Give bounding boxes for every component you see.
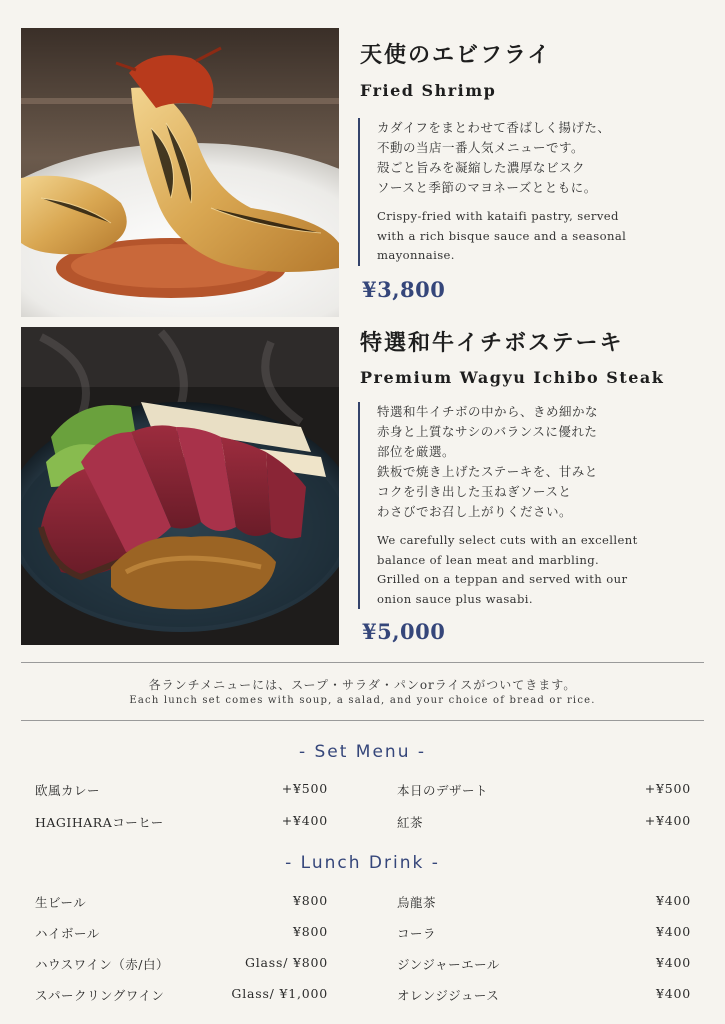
- wagyu-steak-desc-en: We carefully select cuts with an excellent balance of lean meat and marbling. Grilled on a teppan and served with our onion sauce plus wasabi.: [377, 533, 638, 606]
- drink-item-name: 生ビール: [35, 895, 87, 910]
- lunch-set-note-en: Each lunch set comes with soup, a salad, and your choice of bread or rice.: [129, 695, 596, 706]
- drink-item-price: Glass/ ¥1,000: [231, 986, 328, 1001]
- set-menu-item-name: 欧風カレー: [35, 783, 101, 798]
- drink-item-name: ジンジャーエール: [397, 957, 500, 972]
- set-menu-item: [397, 781, 691, 801]
- drink-item-price: ¥400: [655, 955, 691, 970]
- fried-shrimp-desc-jp: カダイフをまとわせて香ばしく揚げた、 不動の当店一番人気メニューです。 殻ごと旨みを凝縮した濃厚なビスク ソースと季節のマヨネーズとともに。: [377, 120, 611, 195]
- set-menu-item-name: HAGIHARAコーヒー: [35, 815, 164, 830]
- wagyu-steak-photo: [21, 327, 339, 645]
- drink-item: [397, 986, 691, 1006]
- fried-shrimp-title-jp: 天使のエビフライ: [360, 42, 552, 68]
- fried-shrimp-photo: [21, 28, 339, 317]
- lunch-set-note-jp: 各ランチメニューには、スープ・サラダ・パンorライスがついてきます。: [148, 678, 577, 692]
- drink-item: [35, 955, 328, 975]
- fried-shrimp-title-en: Fried Shrimp: [360, 81, 497, 100]
- drink-item: [35, 893, 328, 913]
- divider-bottom: [21, 720, 704, 721]
- wagyu-steak-desc-jp: 特選和牛イチボの中から、きめ細かな 赤身と上質なサシのバランスに優れた 部位を厳選。 鉄板で焼き上げたステーキを、甘みと コクを引き出した玉ねぎソースと わさびでお召し上がりください。: [377, 404, 599, 519]
- drink-item-price: ¥400: [655, 893, 691, 908]
- fried-shrimp-desc-en: Crispy-fried with kataifi pastry, served with a rich bisque sauce and a seasonal mayonnaise.: [377, 209, 627, 262]
- drink-item: [397, 955, 691, 975]
- drink-item: [397, 893, 691, 913]
- drink-item: [35, 924, 328, 944]
- wagyu-steak-title-jp: 特選和牛イチボステーキ: [360, 330, 624, 356]
- drink-item-price: ¥800: [292, 893, 328, 908]
- set-menu-item-price: +¥400: [644, 813, 691, 828]
- set-menu-item: [35, 813, 328, 833]
- set-menu-item-name: 紅茶: [397, 815, 424, 830]
- drink-item-name: スパークリングワイン: [35, 988, 165, 1003]
- drink-item: [397, 924, 691, 944]
- set-menu-item: [35, 781, 328, 801]
- fried-shrimp-price: ¥3,800: [362, 277, 446, 302]
- drink-item-price: ¥800: [292, 924, 328, 939]
- drink-item-price: ¥400: [655, 986, 691, 1001]
- drink-item-name: 烏龍茶: [397, 895, 437, 910]
- set-menu-item-name: 本日のデザート: [397, 783, 489, 798]
- set-menu-item-price: +¥400: [281, 813, 328, 828]
- fried-shrimp-description: [358, 118, 689, 266]
- drink-item-price: ¥400: [655, 924, 691, 939]
- wagyu-steak-price: ¥5,000: [362, 619, 446, 644]
- drink-item: [35, 986, 328, 1006]
- set-menu-item: [397, 813, 691, 833]
- set-menu-item-price: +¥500: [281, 781, 328, 796]
- drink-item-name: ハウスワイン（赤/白）: [35, 957, 169, 972]
- drink-item-name: ハイボール: [35, 926, 100, 941]
- wagyu-steak-title-en: Premium Wagyu Ichibo Steak: [360, 368, 665, 387]
- drink-item-name: オレンジジュース: [397, 988, 500, 1003]
- drink-item-price: Glass/ ¥800: [244, 955, 328, 970]
- wagyu-steak-description: [358, 402, 689, 609]
- set-menu-item-price: +¥500: [644, 781, 691, 796]
- lunch-drink-heading: - Lunch Drink -: [285, 853, 440, 873]
- divider-top: [21, 662, 704, 663]
- set-menu-heading: - Set Menu -: [298, 742, 427, 762]
- drink-item-name: コーラ: [397, 926, 437, 941]
